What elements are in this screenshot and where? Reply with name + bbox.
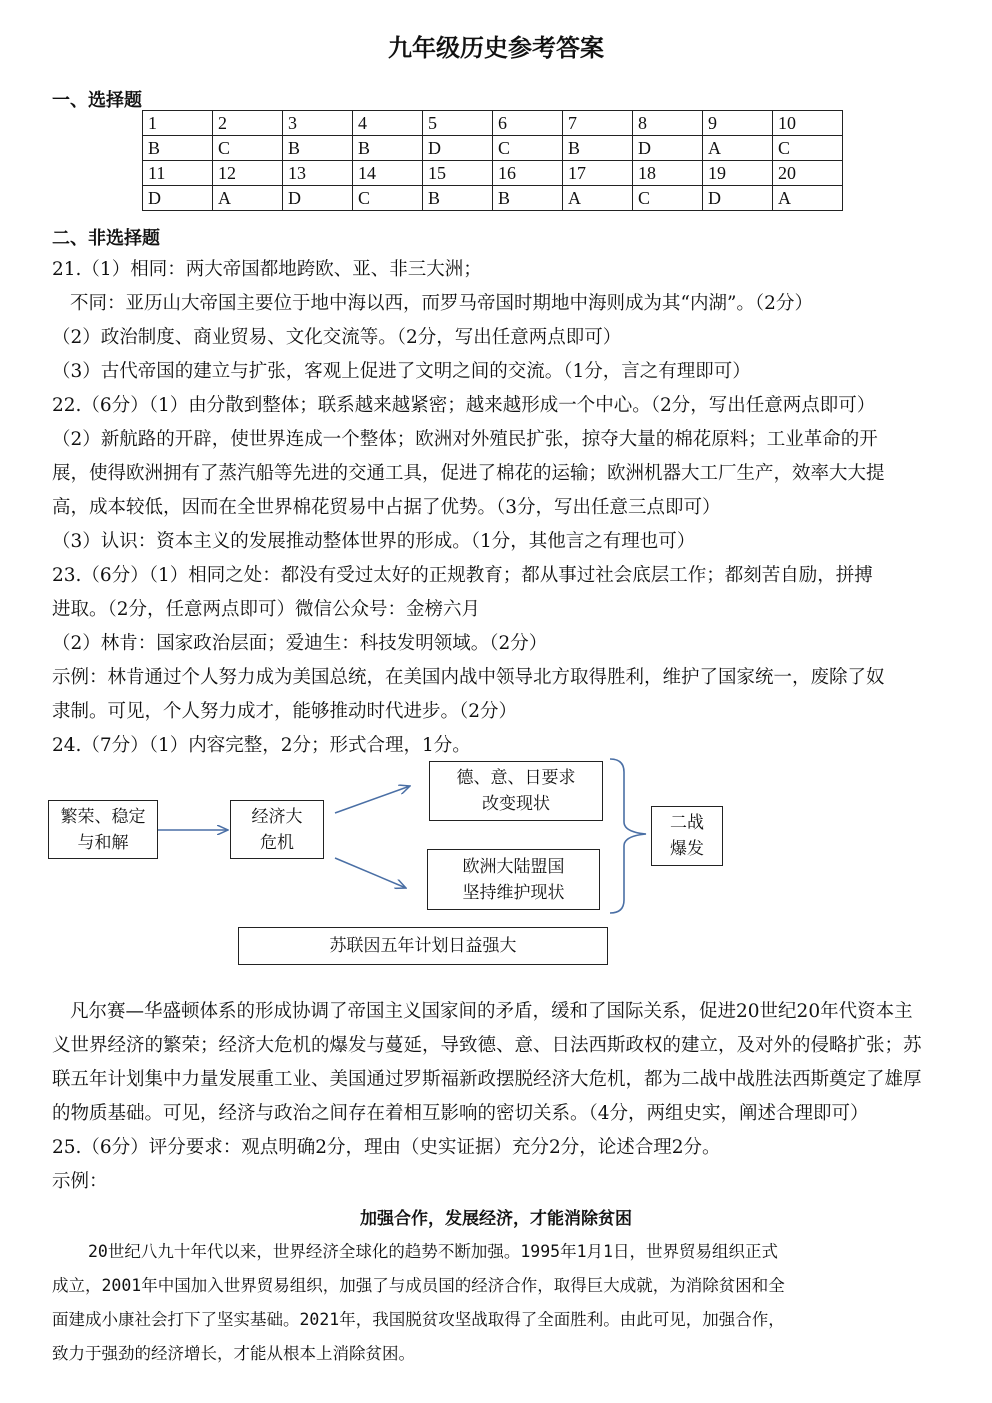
table-cell: C [773,136,843,161]
table-cell: 10 [773,111,843,136]
table-cell: 3 [283,111,353,136]
q22-line: （3）认识：资本主义的发展推动整体世界的形成。（1分，其他言之有理也可） [52,531,696,552]
diagram-box-ww2-outbreak: 二战 爆发 [651,806,723,866]
table-cell: 11 [143,161,213,186]
diagram-box-prosperity: 繁荣、稳定 与和解 [48,800,158,859]
q24-paragraph-line: 义世界经济的繁荣；经济大危机的爆发与蔓延，导致德、意、日法西斯政权的建立，及对外的侵略扩张；苏 [52,1035,922,1056]
table-cell: 6 [493,111,563,136]
table-cell: D [143,186,213,211]
table-cell: 2 [213,111,283,136]
table-cell: 8 [633,111,703,136]
q21-line: （3）古代帝国的建立与扩张，客观上促进了文明之间的交流。（1分，言之有理即可） [52,361,751,382]
table-cell: 19 [703,161,773,186]
section-choice-heading: 一、选择题 [52,90,142,111]
table-cell: 17 [563,161,633,186]
q23-line: （2）林肯：国家政治层面；爱迪生：科技发明领域。（2分） [52,633,548,654]
table-cell: 14 [353,161,423,186]
table-cell: 9 [703,111,773,136]
table-cell: B [423,186,493,211]
q22-line: （2）新航路的开辟，使世界连成一个整体；欧洲对外殖民扩张，掠夺大量的棉花原料；工业革命的开 [52,429,878,450]
table-cell: D [703,186,773,211]
brace-icon [610,759,646,913]
page-title: 九年级历史参考答案 [388,33,604,62]
table-cell: C [353,186,423,211]
table-cell: 16 [493,161,563,186]
q22-line: 高，成本较低，因而在全世界棉花贸易中占据了优势。（3分，写出任意三点即可） [52,497,721,518]
table-cell: D [633,136,703,161]
essay-line: 20世纪八九十年代以来，世界经济全球化的趋势不断加强。1995年1月1日，世界贸易组织正式 [88,1242,778,1261]
essay-title: 加强合作，发展经济，才能消除贫困 [360,1209,632,1229]
q21-line: （2）政治制度、商业贸易、文化交流等。（2分，写出任意两点即可） [52,327,622,348]
table-cell: B [563,136,633,161]
q22-line: 展，使得欧洲拥有了蒸汽船等先进的交通工具，促进了棉花的运输；欧洲机器大工厂生产，效率大大提 [52,463,885,484]
table-cell: 7 [563,111,633,136]
table-cell: A [213,186,283,211]
q25-line: 25.（6分）评分要求：观点明确2分，理由（史实证据）充分2分，论述合理2分。 [52,1137,721,1158]
q25-line: 示例： [52,1171,108,1192]
essay-line: 成立，2001年中国加入世界贸易组织，加强了与成员国的经济合作，取得巨大成就，为消除贫困和全 [52,1276,785,1295]
q21-line: 不同：亚历山大帝国主要位于地中海以西，而罗马帝国时期地中海则成为其“内湖”。（2分） [70,293,813,314]
table-cell: B [493,186,563,211]
q24-paragraph-line: 凡尔赛—华盛顿体系的形成协调了帝国主义国家间的矛盾，缓和了国际关系，促进20世纪20年代资本主 [70,1001,913,1022]
table-cell: 1 [143,111,213,136]
table-cell: 20 [773,161,843,186]
essay-line: 面建成小康社会打下了坚实基础。2021年，我国脱贫攻坚战取得了全面胜利。由此可见，加强合作， [52,1310,785,1329]
q23-line: 进取。（2分，任意两点即可）微信公众号：金榜六月 [52,599,481,620]
table-cell: B [143,136,213,161]
diagram-box-axis-demands: 德、意、日要求 改变现状 [429,761,603,821]
diagram-box-soviet-five-year-plan: 苏联因五年计划日益强大 [238,927,608,965]
table-cell: C [633,186,703,211]
diagram-box-allies-status-quo: 欧洲大陆盟国 坚持维护现状 [427,849,600,910]
table-cell: A [703,136,773,161]
table-cell: B [353,136,423,161]
table-cell: C [493,136,563,161]
q23-line: 隶制。可见，个人努力成才，能够推动时代进步。（2分） [52,701,518,722]
table-cell: 18 [633,161,703,186]
q24-paragraph-line: 的物质基础。可见，经济与政治之间存在着相互影响的密切关系。（4分，两组史实，阐述合理即可） [52,1103,869,1124]
q23-line: 23.（6分）（1）相同之处：都没有受过太好的正规教育；都从事过社会底层工作；都刻苦自励，拼搏 [52,565,873,586]
q22-line: 22.（6分）（1）由分散到整体；联系越来越紧密；越来越形成一个中心。（2分，写出任意两点即可） [52,395,876,416]
table-cell: D [283,186,353,211]
q21-line: 21.（1）相同：两大帝国都地跨欧、亚、非三大洲； [52,259,482,280]
table-cell: A [563,186,633,211]
table-cell: B [283,136,353,161]
table-cell: 13 [283,161,353,186]
diagram-box-economic-crisis: 经济大 危机 [230,800,324,859]
essay-line: 致力于强劲的经济增长，才能从根本上消除贫困。 [52,1344,415,1363]
arrow-crisis-to-allies [335,858,406,888]
table-cell: 4 [353,111,423,136]
section-nonchoice-heading: 二、非选择题 [52,228,160,249]
q23-line: 示例：林肯通过个人努力成为美国总统，在美国内战中领导北方取得胜利，维护了国家统一，废除了奴 [52,667,885,688]
q24-paragraph-line: 联五年计划集中力量发展重工业、美国通过罗斯福新政摆脱经济大危机，都为二战中战胜法西斯奠定了雄厚 [52,1069,922,1090]
arrow-crisis-to-axis [335,786,410,813]
table-cell: 15 [423,161,493,186]
table-cell: D [423,136,493,161]
q24-line: 24.（7分）（1）内容完整，2分；形式合理，1分。 [52,735,471,756]
table-cell: 12 [213,161,283,186]
table-cell: 5 [423,111,493,136]
table-cell: A [773,186,843,211]
table-cell: C [213,136,283,161]
